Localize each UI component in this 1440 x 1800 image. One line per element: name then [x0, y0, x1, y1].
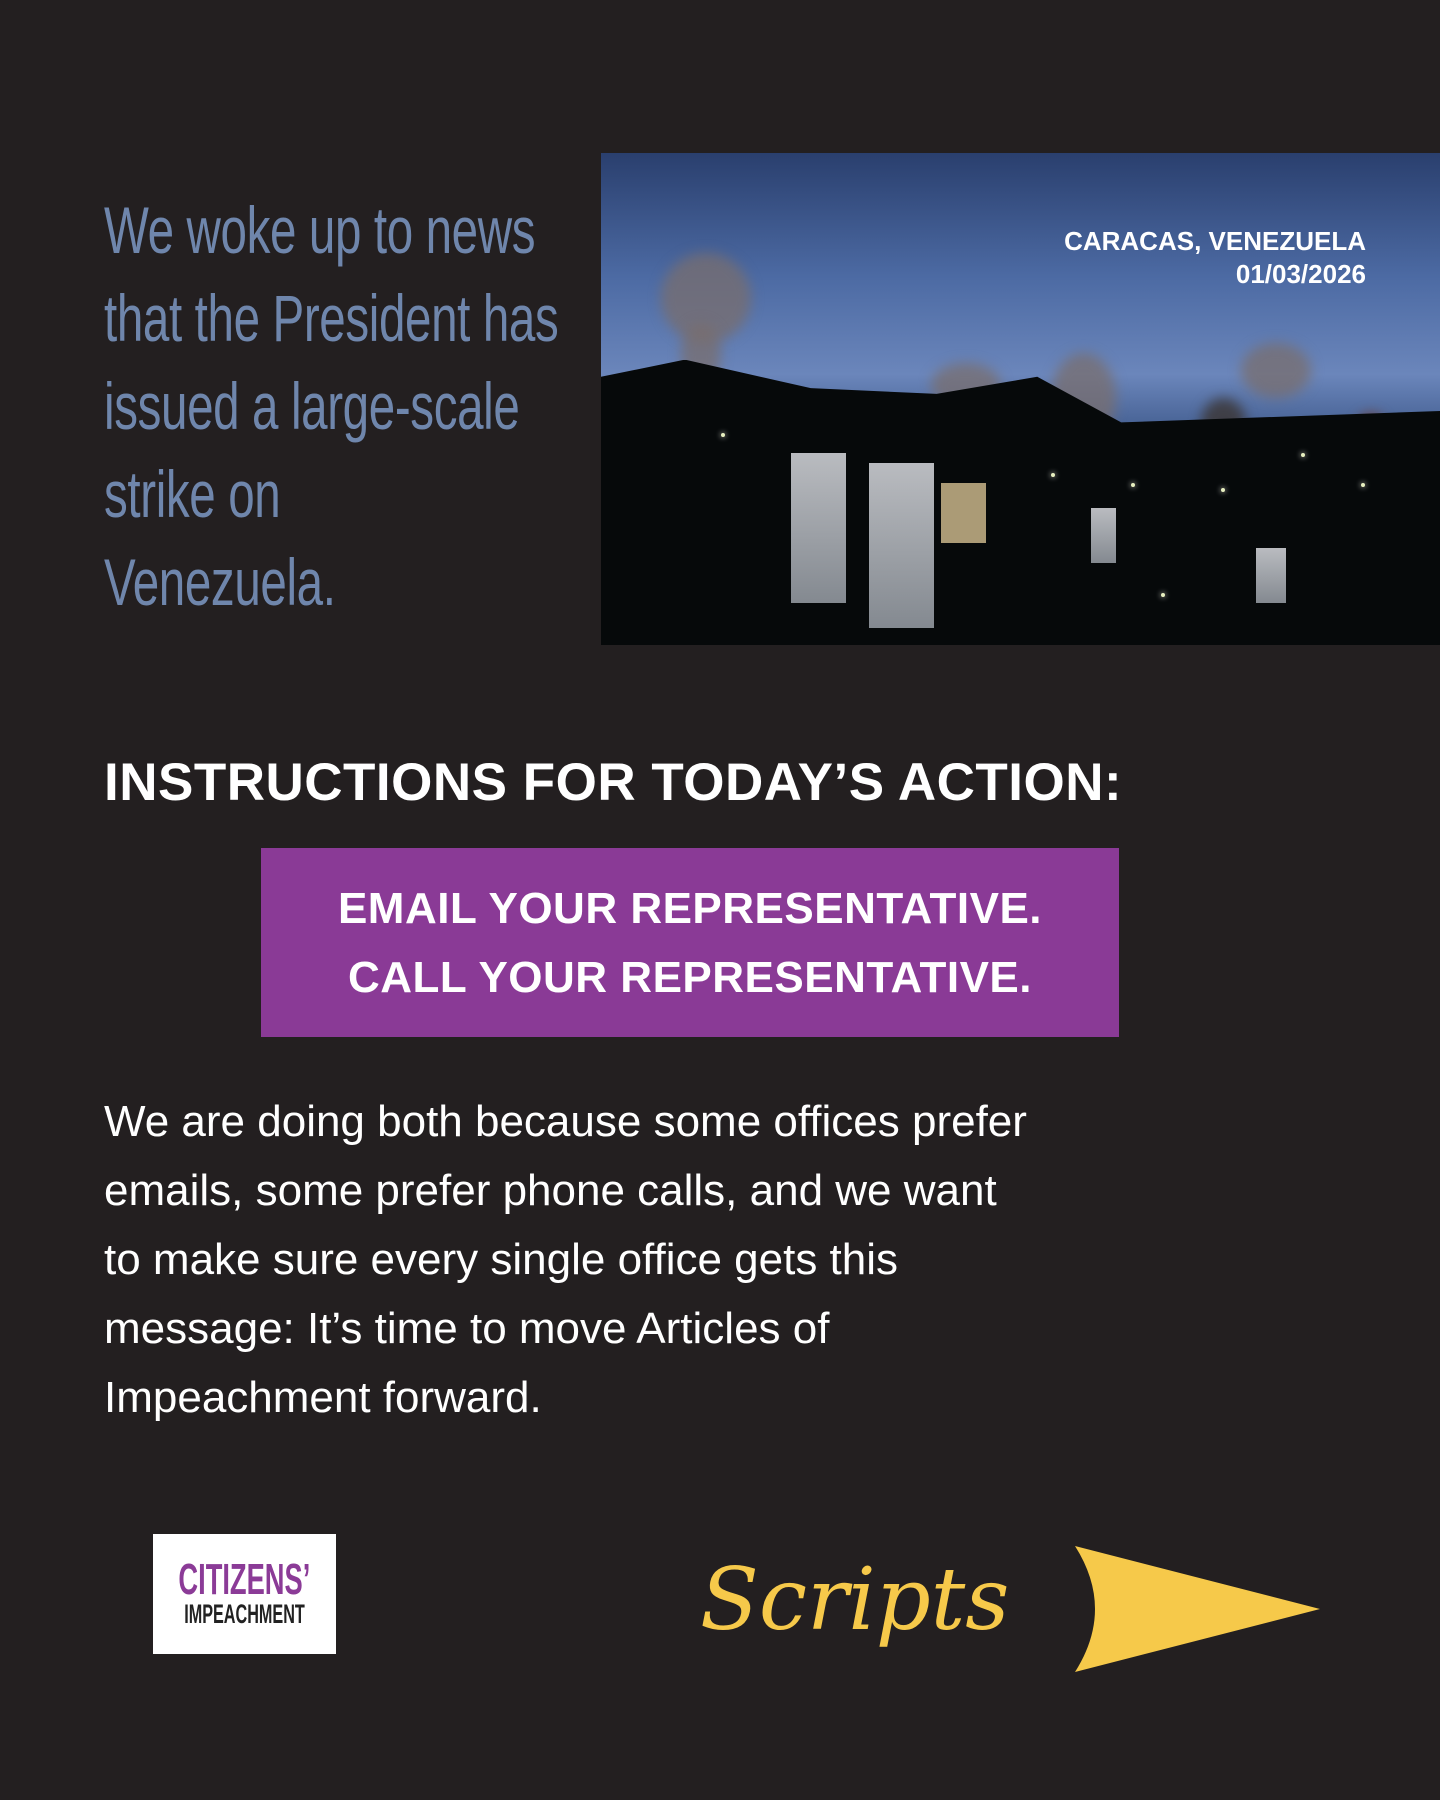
caption-location: CARACAS, VENEZUELA — [1064, 226, 1366, 256]
caracas-night-photo — [601, 153, 1440, 645]
headline-line: that the President has — [104, 281, 559, 355]
headline-line: strike on — [104, 457, 281, 531]
caption-date: 01/03/2026 — [1235, 259, 1366, 289]
paragraph-line: to make sure every single office gets this — [104, 1235, 899, 1284]
action-call: CALL YOUR REPRESENTATIVE. — [348, 952, 1032, 1002]
headline — [104, 186, 559, 626]
logo-line-2: IMPEACHMENT — [184, 1599, 305, 1629]
explanation-paragraph — [104, 1087, 1304, 1432]
scripts-link[interactable]: Scripts — [700, 1550, 1010, 1650]
paragraph-line: emails, some prefer phone calls, and we want — [104, 1166, 997, 1215]
headline-line: Venezuela. — [104, 545, 336, 619]
paragraph-line: We are doing both because some offices prefer — [104, 1097, 1027, 1146]
citizens-impeachment-logo — [153, 1534, 336, 1654]
action-email: EMAIL YOUR REPRESENTATIVE. — [337, 883, 1043, 933]
headline-line: issued a large-scale — [104, 369, 520, 443]
headline-line: We woke up to news — [104, 193, 536, 267]
paragraph-line: Impeachment forward. — [104, 1373, 542, 1422]
paragraph-line: message: It’s time to move Articles of — [104, 1304, 830, 1353]
photo-caption — [1064, 225, 1366, 291]
action-box — [261, 848, 1119, 1037]
instructions-heading: INSTRUCTIONS FOR TODAY’S ACTION: — [104, 753, 1123, 812]
logo-line-1: CITIZENS’ — [178, 1555, 311, 1604]
arrow-right-icon[interactable] — [1075, 1546, 1320, 1672]
